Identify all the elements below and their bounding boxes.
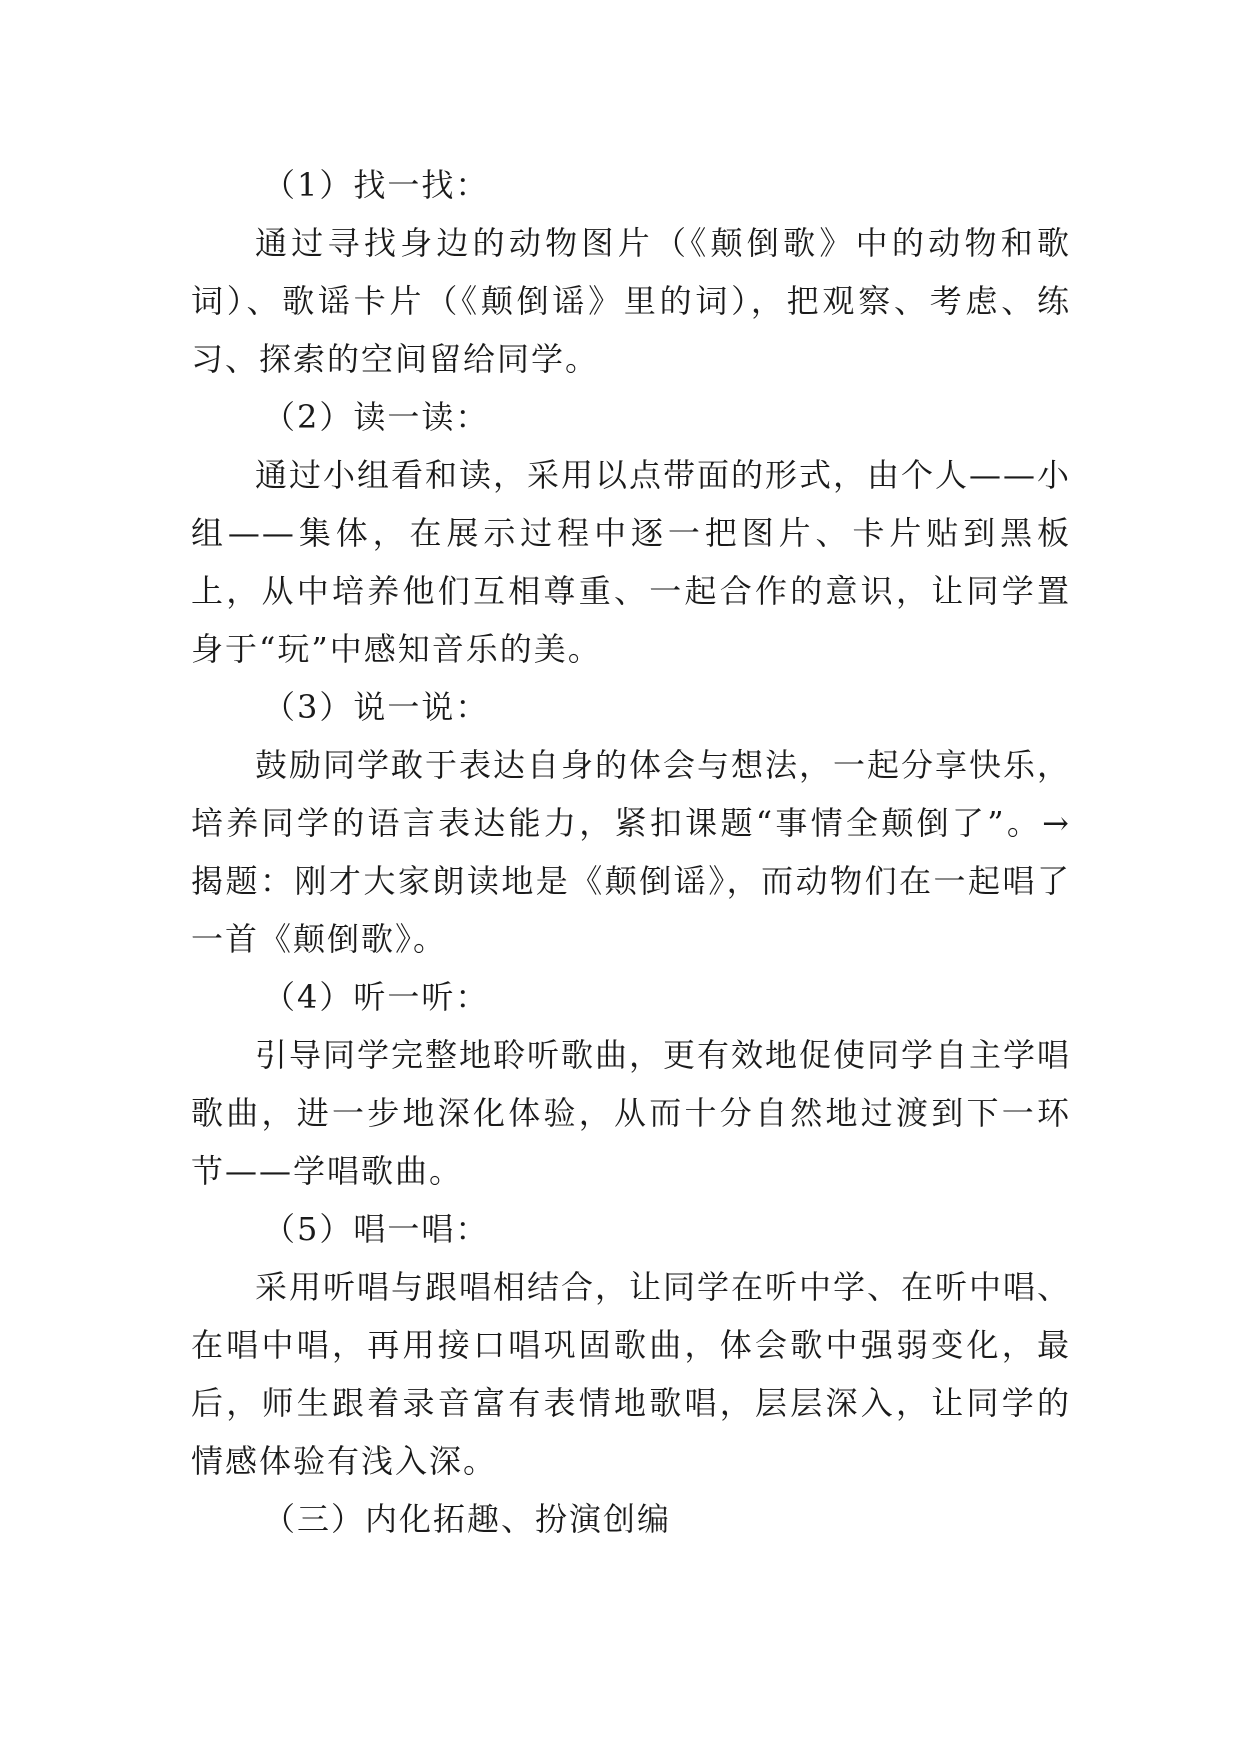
heading-find: （1）找一找： <box>263 166 490 204</box>
section-heading-three: （三）内化拓趣、扮演创编 <box>263 1500 672 1538</box>
heading-speak: （3）说一说： <box>263 688 490 726</box>
heading-listen: （4）听一听： <box>263 978 490 1016</box>
paragraph-sing: 采用听唱与跟唱相结合，让同学在听中学、在听中唱、在唱中唱，再用接口唱巩固歌曲，体会歌中强弱变化，最后，师生跟着录音富有表情地歌唱，层层深入，让同学的情感体验有浅入深。 <box>191 1268 1072 1480</box>
paragraph-speak: 鼓励同学敢于表达自身的体会与想法，一起分享快乐，培养同学的语言表达能力，紧扣课题“事情全颠倒了”。→揭题：刚才大家朗读地是《颠倒谣》，而动物们在一起唱了一首《颠倒歌》。 <box>191 746 1072 958</box>
paragraph-listen: 引导同学完整地聆听歌曲，更有效地促使同学自主学唱歌曲，进一步地深化体验，从而十分自然地过渡到下一环节——学唱歌曲。 <box>191 1036 1072 1190</box>
paragraph-read: 通过小组看和读，采用以点带面的形式，由个人——小组——集体，在展示过程中逐一把图片、卡片贴到黑板上，从中培养他们互相尊重、一起合作的意识，让同学置身于“玩”中感知音乐的美。 <box>191 456 1072 668</box>
heading-read: （2）读一读： <box>263 398 490 436</box>
paragraph-find: 通过寻找身边的动物图片（《颠倒歌》中的动物和歌词）、歌谣卡片（《颠倒谣》里的词），把观察、考虑、练习、探索的空间留给同学。 <box>191 224 1071 378</box>
document-body <box>191 156 1071 1548</box>
heading-sing: （5）唱一唱： <box>263 1210 490 1248</box>
